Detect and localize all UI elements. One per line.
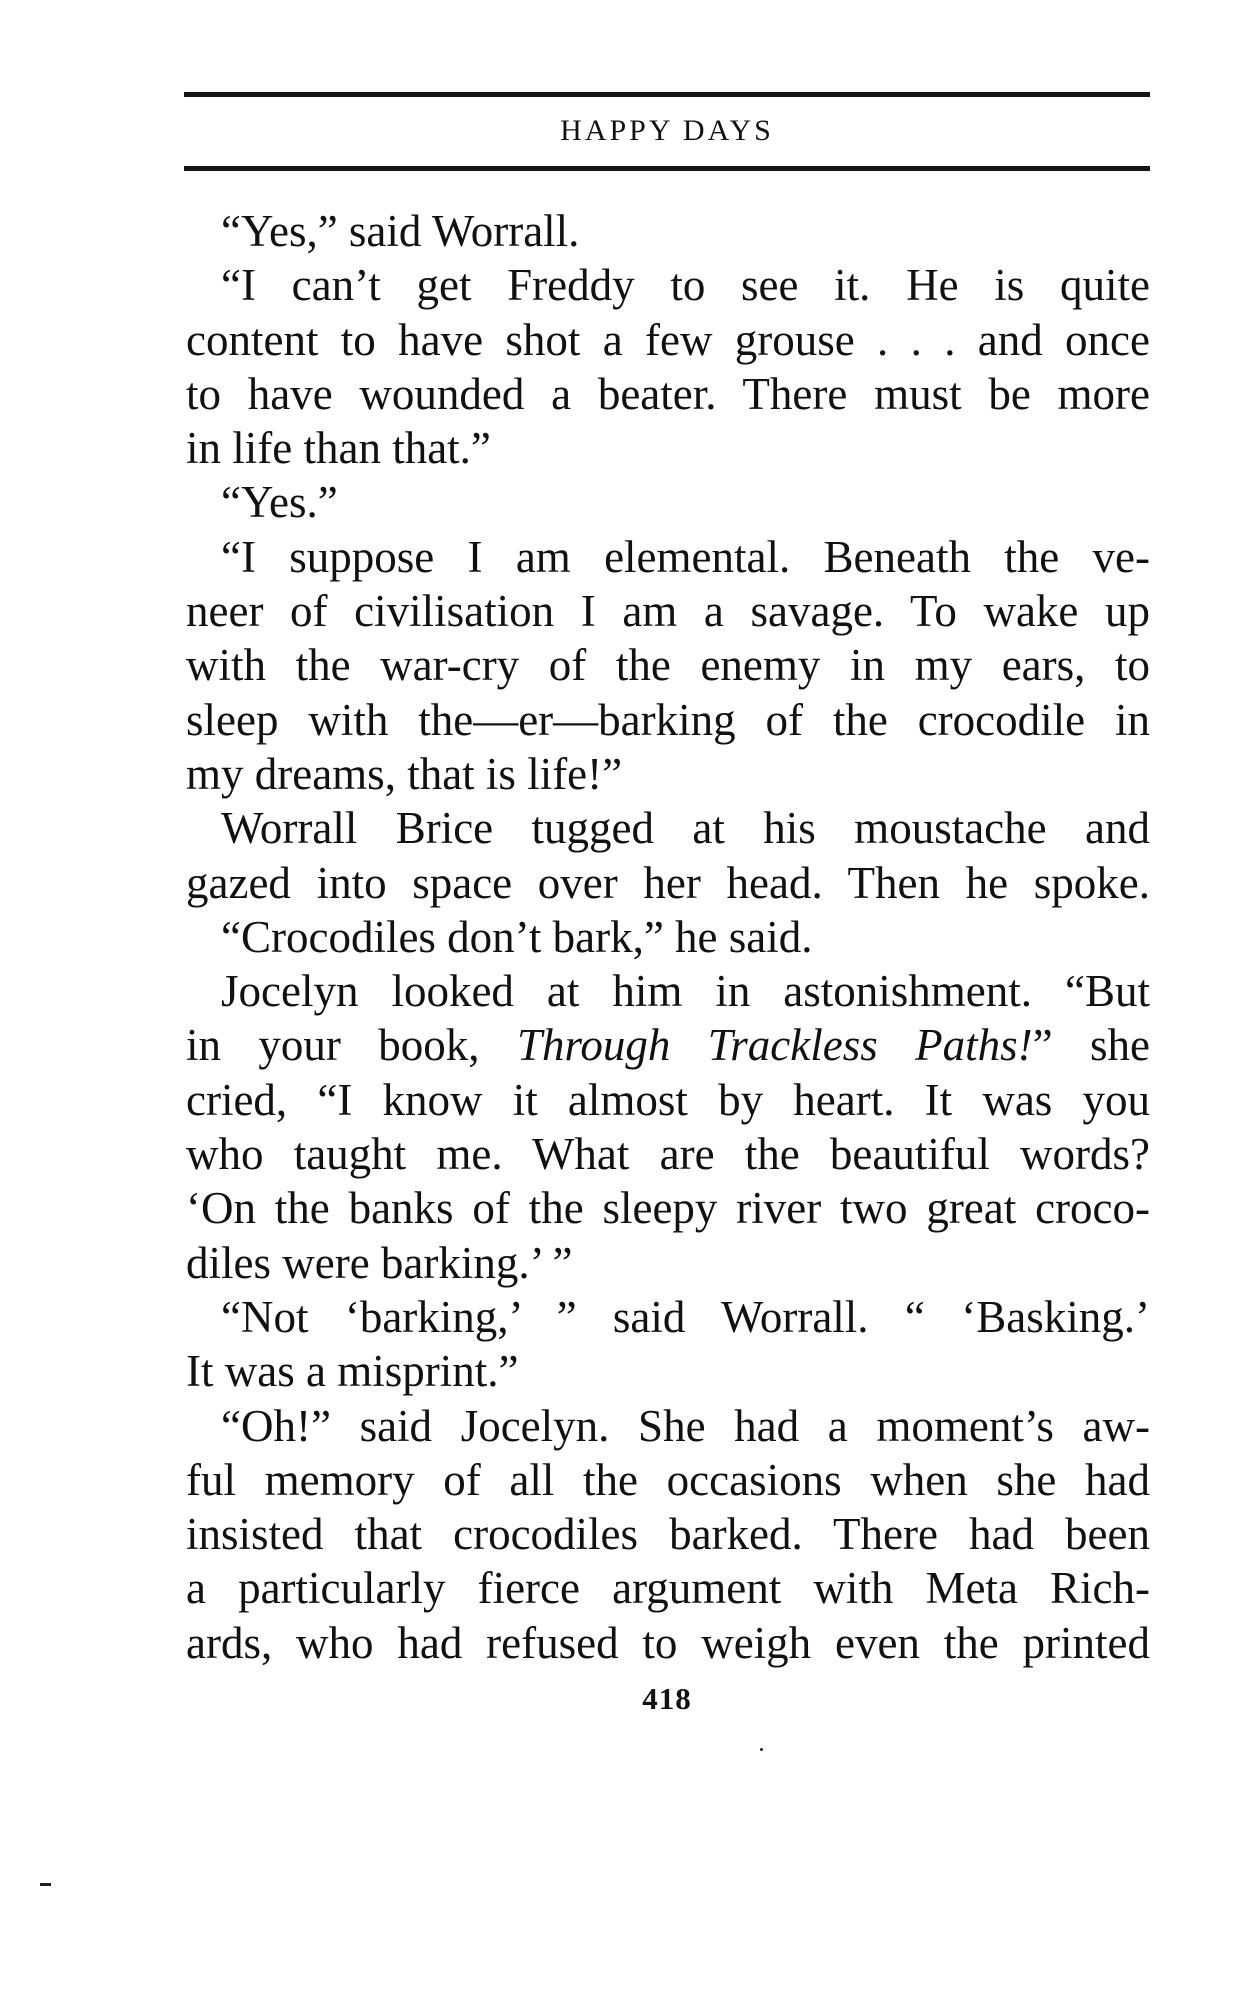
text-line: Worrall Brice tugged at his moustache and: [221, 803, 1150, 854]
text-line: [186, 1018, 1150, 1072]
text-line: ‘On the banks of the sleepy river two great croco-: [186, 1183, 1150, 1234]
text-line: “Yes.”: [221, 477, 338, 528]
text-segment: in your book,: [186, 1020, 517, 1071]
text-line: with the war-cry of the enemy in my ears, to: [186, 640, 1150, 691]
text-line: “Crocodiles don’t bark,” he said.: [221, 911, 813, 962]
text-line: insisted that crocodiles barked. There had been: [186, 1509, 1150, 1560]
text-line: “Oh!” said Jocelyn. She had a moment’s aw-: [221, 1400, 1150, 1451]
scan-mark: [760, 1748, 763, 1751]
text-line: Jocelyn looked at him in astonishment. “But: [221, 966, 1150, 1017]
text-line: ards, who had refused to weigh even the printed: [186, 1617, 1150, 1668]
scan-mark: [40, 1883, 51, 1886]
text-line: my dreams, that is life!”: [186, 748, 623, 799]
header-rule-top: [184, 92, 1150, 97]
text-line: who taught me. What are the beautiful words?: [186, 1129, 1150, 1180]
text-line: a particularly fierce argument with Meta Rich-: [186, 1563, 1150, 1614]
text-line: in life than that.”: [186, 423, 491, 474]
book-title-italic: Through Trackless Paths!: [516, 1020, 1033, 1071]
text-line: diles were barking.’ ”: [186, 1237, 573, 1288]
text-line: It was a misprint.”: [186, 1346, 519, 1397]
text-line: “Yes,” said Worrall.: [221, 206, 580, 256]
header-rule-bottom: [184, 166, 1150, 171]
text-line: sleep with the—er—barking of the crocodile in: [186, 694, 1150, 745]
text-line: “Not ‘barking,’ ” said Worrall. “ ‘Basking.’: [221, 1291, 1150, 1342]
text-line: ful memory of all the occasions when she had: [186, 1454, 1150, 1505]
body-text: [186, 204, 1150, 1670]
text-line: “I suppose I am elemental. Beneath the ve-: [221, 531, 1150, 582]
text-line: to have wounded a beater. There must be more: [186, 368, 1150, 419]
text-line: content to have shot a few grouse . . . and once: [186, 314, 1150, 365]
text-line: cried, “I know it almost by heart. It was you: [186, 1074, 1150, 1125]
text-line: gazed into space over her head. Then he spoke.: [186, 857, 1150, 908]
text-line: neer of civilisation I am a savage. To wake up: [186, 586, 1150, 637]
text-line: “I can’t get Freddy to see it. He is quite: [221, 260, 1150, 311]
text-segment: ” she: [1032, 1020, 1150, 1071]
running-head: HAPPY DAYS: [560, 114, 774, 147]
page-number: 418: [642, 1681, 692, 1716]
